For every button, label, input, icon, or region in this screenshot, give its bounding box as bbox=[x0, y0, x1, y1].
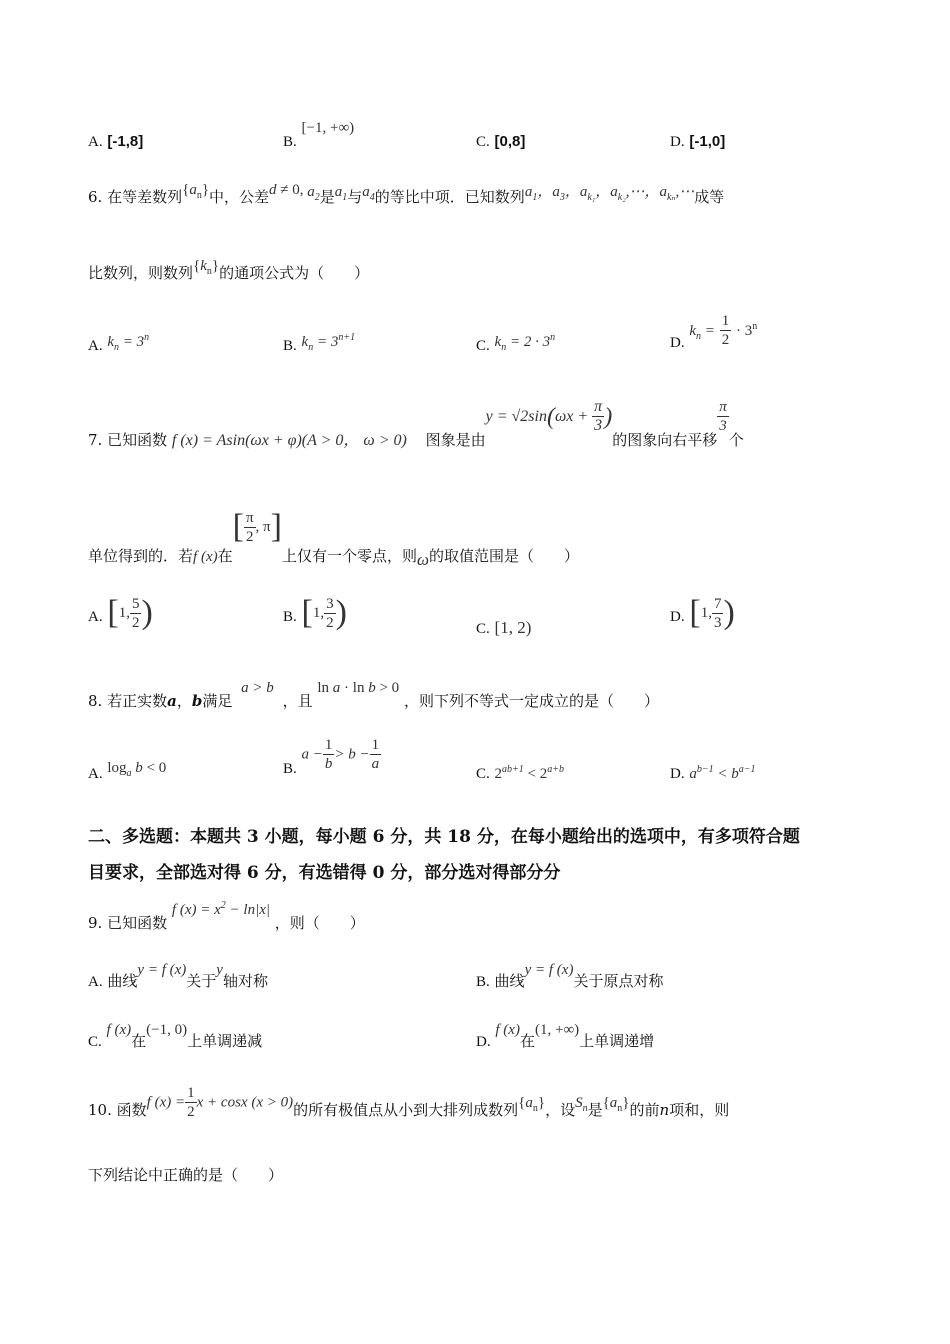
q6-option-c bbox=[476, 332, 556, 357]
q6-line-1 bbox=[88, 182, 725, 209]
q9-option-b bbox=[476, 958, 664, 990]
q6-option-d bbox=[670, 312, 757, 349]
q9-option-d bbox=[476, 1018, 655, 1050]
math-ln: ln a · ln b > 0 bbox=[317, 680, 400, 696]
option-formula: $k_n = 3^n$ bbox=[107, 332, 150, 353]
math-fx: f (x) bbox=[495, 1022, 520, 1038]
q7-text: 在 bbox=[217, 547, 233, 565]
fraction: $\frac{1}{2}$ bbox=[187, 1085, 195, 1120]
var-a: a bbox=[167, 692, 177, 710]
option-label: A. bbox=[88, 766, 103, 782]
q9-text: 上单调递减 bbox=[187, 1032, 263, 1050]
option-formula: $k_n = 2 \cdot 3^n$ bbox=[494, 332, 556, 353]
math-d: d bbox=[269, 182, 277, 198]
q6-text: 成等 bbox=[694, 188, 725, 206]
bracket-right: ) bbox=[141, 594, 153, 631]
option-value: [−1, +∞) bbox=[301, 120, 355, 136]
q5-option-d bbox=[670, 132, 725, 151]
math-text: 1, bbox=[312, 605, 325, 621]
math-seq-a: $\{a_n\}$ bbox=[518, 1094, 546, 1114]
math-a4: $a_4$ bbox=[362, 184, 375, 203]
q10-text: 项和，则 bbox=[669, 1100, 730, 1119]
math-seq-list: $a_1$，$a_3$，$a_{k_1}$，$a_{k_2},\cdots$，$a_{k_n},\cdots$ bbox=[524, 184, 695, 203]
q6-text: 比数列，则数列 bbox=[88, 264, 194, 282]
option-label: A. bbox=[88, 974, 103, 990]
math-text: 1, bbox=[118, 605, 130, 621]
math-y-fx: y = f (x) bbox=[524, 962, 574, 978]
option-value: [-1,0] bbox=[689, 133, 726, 150]
math-interval: (1, +∞) bbox=[534, 1022, 580, 1038]
bracket-right: ) bbox=[335, 594, 347, 631]
fraction: $\frac{1}{b}$ bbox=[324, 737, 333, 772]
q10-text: 函数 bbox=[116, 1100, 147, 1119]
q9-text: 曲线 bbox=[494, 972, 525, 990]
q10-text: 是 bbox=[587, 1100, 603, 1119]
q5-option-a bbox=[88, 132, 143, 151]
q7-text: 单位得到的．若 bbox=[88, 547, 194, 565]
var-b: b bbox=[191, 692, 203, 710]
fraction: $\frac{3}{2}$ bbox=[326, 595, 334, 631]
bracket-left: [ bbox=[107, 594, 119, 631]
q6-text: 在等差数列 bbox=[107, 188, 183, 206]
q9-text: 曲线 bbox=[107, 972, 138, 990]
q10-line-1 bbox=[88, 1084, 729, 1121]
q7-option-d bbox=[670, 594, 735, 632]
q7-line-2 bbox=[88, 508, 579, 569]
fraction: $\frac{1}{2}$ bbox=[721, 313, 730, 348]
q9-text: ，则（ ） bbox=[274, 914, 365, 932]
question-number: 6. bbox=[88, 188, 103, 206]
option-label: B. bbox=[476, 974, 490, 990]
bracket-left: [ bbox=[689, 594, 701, 631]
q10-text: ，设 bbox=[545, 1100, 576, 1119]
fraction-pi-3: $\frac{\pi}{3}$ bbox=[719, 399, 727, 434]
fraction: $\frac{1}{a}$ bbox=[371, 737, 380, 772]
math-f-def: f (x) = bbox=[146, 1094, 186, 1111]
math-f-def: f (x) = Asin(ωx + φ)(A > 0， ω > 0) bbox=[171, 431, 407, 449]
math-y-def: y = √2sin(ωx + $\frac{\pi}{3}$ ) bbox=[485, 398, 613, 435]
q8-option-a bbox=[88, 758, 167, 782]
math-y-fx: y = f (x) bbox=[137, 962, 187, 978]
math-f-def: f $(x) = x^2 - \ln|x|$ bbox=[171, 900, 270, 918]
question-number: 10. bbox=[88, 1100, 112, 1119]
option-label: A. bbox=[88, 338, 103, 354]
q8-text: ，则下列不等式一定成立的是（ ） bbox=[403, 692, 659, 710]
q6-option-a bbox=[88, 332, 150, 357]
q8-line bbox=[88, 676, 659, 710]
q7-text: 已知函数 bbox=[107, 430, 168, 449]
q10-text: 的所有极值点从小到大排列成数列 bbox=[293, 1100, 519, 1119]
option-formula: $a^{b-1} < b^{a-1}$ bbox=[689, 764, 756, 782]
section-2-heading-line-2: 目要求，全部选对得 6 分，有选错得 0 分，部分选对得部分分 bbox=[88, 863, 561, 883]
q5-option-c bbox=[476, 132, 525, 151]
q9-text: 上单调递增 bbox=[579, 1032, 655, 1050]
option-formula: $k_n$ = bbox=[689, 322, 715, 342]
math-sn: $S_n$ bbox=[575, 1094, 588, 1114]
bracket-left: [ bbox=[232, 508, 244, 545]
bracket-left: [ bbox=[301, 594, 313, 631]
q6-option-b bbox=[283, 332, 356, 357]
q9-text: 在 bbox=[519, 1032, 535, 1050]
option-label: D. bbox=[670, 334, 685, 351]
q9-text: 在 bbox=[131, 1032, 147, 1050]
q7-text: 的图象向右平移 bbox=[612, 430, 718, 449]
q7-option-b bbox=[283, 594, 347, 632]
option-label: D. bbox=[670, 609, 685, 625]
q8-text: ， bbox=[176, 692, 192, 710]
math-seq-a: $\{a_n\}$ bbox=[602, 1094, 630, 1114]
option-label: C. bbox=[88, 1034, 102, 1050]
q9-option-a bbox=[88, 958, 268, 990]
q9-text: 关于原点对称 bbox=[573, 972, 664, 990]
option-label: B. bbox=[283, 609, 297, 625]
q6-line-2 bbox=[88, 258, 370, 285]
math-seq-a: $\{a_n\}$ bbox=[182, 182, 210, 201]
q7-text: 上仅有一个零点，则 bbox=[281, 547, 417, 565]
math-fx: f (x) bbox=[193, 549, 218, 565]
q8-option-c bbox=[476, 764, 564, 783]
fraction: $\frac{5}{2}$ bbox=[131, 595, 140, 631]
math-text: x + cosx (x > 0) bbox=[196, 1094, 294, 1111]
math-a1: $a_1$ bbox=[334, 184, 348, 203]
option-formula: $k_n = 3^{n+1}$ bbox=[301, 332, 356, 353]
q8-option-d bbox=[670, 764, 756, 783]
math-a-gt-b: a > b bbox=[241, 680, 274, 696]
question-number: 9. bbox=[88, 914, 103, 932]
math-interval: (−1, 0) bbox=[146, 1022, 188, 1038]
math-text: 1, bbox=[700, 605, 712, 621]
q10-line-2: 下列结论中正确的是（ ） bbox=[88, 1166, 284, 1184]
option-formula: [1, 2) bbox=[494, 618, 532, 637]
var-n: n bbox=[659, 1100, 670, 1119]
option-label: B. bbox=[283, 134, 297, 150]
math-text: > b − bbox=[334, 746, 370, 763]
q7-option-c bbox=[476, 618, 531, 638]
option-formula: $2^{ab+1} < 2^{a+b}$ bbox=[494, 764, 565, 782]
fraction-pi-2: $\frac{\pi}{2}$ bbox=[245, 509, 254, 545]
option-label: B. bbox=[283, 760, 297, 777]
option-label: D. bbox=[670, 134, 685, 150]
q10-text: 的前 bbox=[629, 1100, 660, 1119]
q9-text: 已知函数 bbox=[107, 914, 168, 932]
option-formula: $\log_a b < 0$ bbox=[107, 760, 167, 779]
q6-text: 与 bbox=[347, 188, 363, 206]
math-neq: ≠ 0, bbox=[276, 182, 308, 198]
option-label: C. bbox=[476, 621, 490, 637]
q7-line-1 bbox=[88, 398, 744, 449]
q7-text: 的取值范围是（ ） bbox=[428, 547, 579, 565]
option-label: C. bbox=[476, 338, 490, 354]
option-value: [0,8] bbox=[494, 133, 526, 150]
bracket-right: ) bbox=[723, 594, 735, 631]
q6-text: 是 bbox=[319, 188, 335, 206]
q6-text: 中，公差 bbox=[209, 188, 270, 206]
q6-text: 的等比中项．已知数列 bbox=[374, 188, 525, 206]
option-label: C. bbox=[476, 134, 490, 150]
q7-option-a bbox=[88, 594, 153, 632]
question-number: 7. bbox=[88, 430, 103, 449]
q7-text: 图象是由 bbox=[425, 430, 486, 449]
option-value: [-1,8] bbox=[107, 133, 144, 150]
q8-text: ，且 bbox=[282, 692, 313, 710]
option-label: D. bbox=[670, 766, 685, 782]
q9-text: 关于 bbox=[186, 972, 217, 990]
option-label: A. bbox=[88, 134, 103, 150]
q9-text: 轴对称 bbox=[222, 972, 268, 990]
math-y: y bbox=[216, 962, 223, 978]
math-text: , π bbox=[255, 519, 271, 535]
q6-text: 的通项公式为（ ） bbox=[219, 264, 370, 282]
math-text: · $3^n$ bbox=[735, 320, 758, 339]
section-2-heading-line-1: 二、多选题：本题共 3 小题，每小题 6 分，共 18 分，在每小题给出的选项中，有多项符合题 bbox=[88, 827, 800, 847]
math-a2: $a_2$ bbox=[307, 184, 320, 203]
fraction: $\frac{7}{3}$ bbox=[713, 595, 722, 631]
question-number: 8. bbox=[88, 692, 103, 710]
math-fx: f (x) bbox=[106, 1022, 132, 1038]
q9-option-c bbox=[88, 1018, 263, 1050]
option-formula: a − bbox=[301, 746, 323, 763]
option-label: A. bbox=[88, 609, 103, 625]
q8-text: 满足 bbox=[202, 692, 233, 710]
option-label: D. bbox=[476, 1034, 491, 1050]
math-seq-k: $\{k_n\}$ bbox=[193, 258, 220, 277]
q7-text: 个 bbox=[728, 430, 744, 449]
q8-text: 若正实数 bbox=[107, 692, 168, 710]
option-label: C. bbox=[476, 766, 490, 782]
q5-option-b bbox=[283, 118, 355, 150]
q9-line bbox=[88, 898, 365, 932]
math-omega: ω bbox=[416, 550, 429, 569]
q8-option-b bbox=[283, 736, 381, 777]
bracket-right: ] bbox=[270, 508, 282, 545]
option-label: B. bbox=[283, 338, 297, 354]
